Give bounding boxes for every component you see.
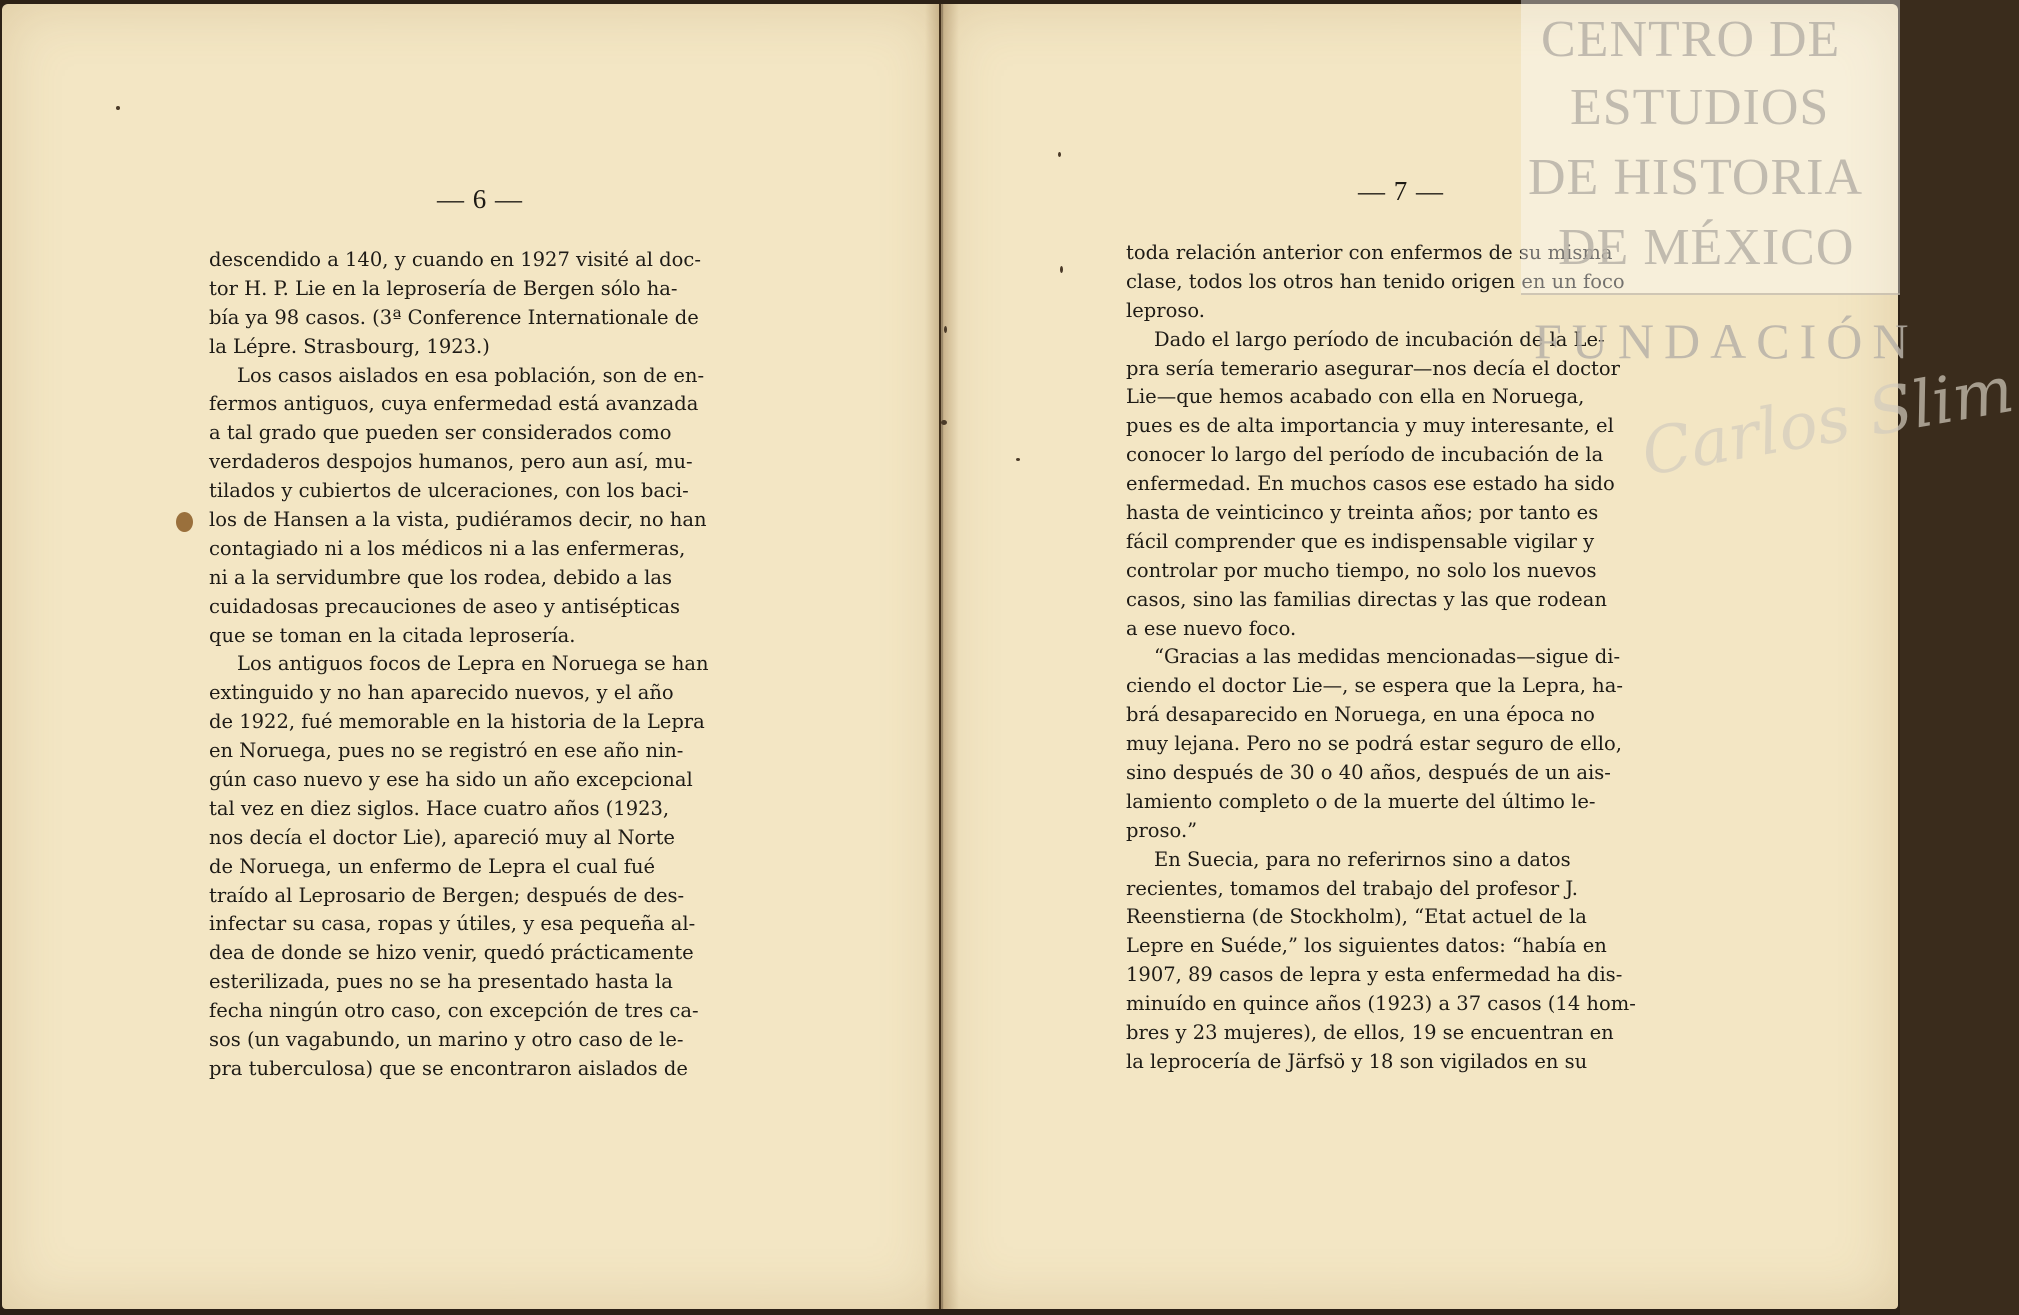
text-line: conocer lo largo del período de incubación de la <box>1126 443 1604 467</box>
text-line: fecha ningún otro caso, con excepción de tres ca- <box>209 999 699 1023</box>
text-line: pra sería temerario asegurar—nos decía el doctor <box>1126 356 1620 380</box>
text-line: Reenstierna (de Stockholm), “Etat actuel de la <box>1126 905 1587 929</box>
text-line: a tal grado que pueden ser considerados como <box>209 421 672 445</box>
text-line: sino después de 30 o 40 años, después de un ais- <box>1126 761 1611 785</box>
text-line: ciendo el doctor Lie—, se espera que la Lepra, ha- <box>1126 674 1623 698</box>
text-line: brá desaparecido en Noruega, en una época no <box>1126 703 1595 727</box>
text-line: proso.” <box>1126 818 1198 842</box>
text-line: la leprocería de Järfsö y 18 son vigilados en su <box>1126 1049 1588 1073</box>
text-line: dea de donde se hizo venir, quedó prácticamente <box>209 941 694 965</box>
page-number-right: — 7 — <box>1358 176 1444 206</box>
paper-speck <box>1016 458 1020 461</box>
text-line: tor H. P. Lie en la leprosería de Bergen sólo ha- <box>209 276 678 300</box>
text-line: verdaderos despojos humanos, pero aun así, mu- <box>209 450 693 474</box>
text-line: tal vez en diez siglos. Hace cuatro años (1923, <box>209 796 670 820</box>
text-line: En Suecia, para no referirnos sino a datos <box>1154 847 1571 871</box>
ink-stain <box>176 512 193 532</box>
text-line: traído al Leprosario de Bergen; después de des- <box>209 883 685 907</box>
text-line: clase, todos los otros han tenido origen en un foco <box>1126 269 1625 293</box>
text-line: contagiado ni a los médicos ni a las enfermeras, <box>209 536 686 560</box>
watermark-line: FUNDACIÓN <box>1534 313 1919 369</box>
text-line: pra tuberculosa) que se encontraron aislados de <box>209 1056 688 1080</box>
text-line: muy lejana. Pero no se podrá estar seguro de ello, <box>1126 732 1622 756</box>
text-line: a ese nuevo foco. <box>1126 616 1297 640</box>
text-line: “Gracias a las medidas mencionadas—sigue di- <box>1154 645 1621 669</box>
book-gutter <box>925 4 959 1309</box>
text-line: esterilizada, pues no se ha presentado hasta la <box>209 970 673 994</box>
text-line: Dado el largo período de incubación de la Le- <box>1154 327 1605 351</box>
paper-speck <box>1058 152 1061 157</box>
text-line: leproso. <box>1126 298 1205 322</box>
watermark-line: DE HISTORIA <box>1528 149 1864 206</box>
text-line: controlar por mucho tiempo, no solo los nuevos <box>1126 558 1597 582</box>
text-line: toda relación anterior con enfermos de su misma <box>1126 241 1613 264</box>
text-line: gún caso nuevo y ese ha sido un año excepcional <box>209 768 693 792</box>
text-line: sos (un vagabundo, un marino y otro caso de le- <box>209 1028 684 1052</box>
text-line: hasta de veinticinco y treinta años; por tanto es <box>1126 501 1599 525</box>
text-line: la Lépre. Strasbourg, 1923.) <box>209 334 490 358</box>
text-line: tilados y cubiertos de ulceraciones, con los baci- <box>209 479 689 503</box>
text-line: extinguido y no han aparecido nuevos, y el año <box>209 681 674 705</box>
left-page-text <box>209 246 766 1084</box>
text-line: pues es de alta importancia y muy interesante, el <box>1126 414 1614 438</box>
text-line: enfermedad. En muchos casos ese estado ha sido <box>1126 472 1615 496</box>
text-line: bía ya 98 casos. (3ª Conference Internationale de <box>209 305 699 329</box>
text-line: lamiento completo o de la muerte del último le- <box>1126 789 1596 813</box>
page-number-left: — 6 — <box>437 184 523 214</box>
text-line: fácil comprender que es indispensable vigilar y <box>1126 529 1595 553</box>
paper-speck <box>941 420 947 425</box>
text-line: casos, sino las familias directas y las que rodean <box>1126 587 1607 611</box>
watermark-line: DE MÉXICO <box>1558 219 1855 276</box>
text-line: de Noruega, un enfermo de Lepra el cual fué <box>209 854 656 878</box>
text-line: bres y 23 mujeres), de ellos, 19 se encuentran en <box>1126 1021 1614 1045</box>
text-line: 1907, 89 casos de lepra y esta enfermedad ha dis- <box>1126 963 1623 987</box>
text-line: Los casos aislados en esa población, son de en- <box>237 363 705 387</box>
text-line: descendido a 140, y cuando en 1927 visité al doc- <box>209 248 701 271</box>
text-line: nos decía el doctor Lie), apareció muy al Norte <box>209 825 675 849</box>
paper-speck <box>1060 266 1063 273</box>
text-line: Lie—que hemos acabado con ella en Noruega, <box>1126 385 1585 409</box>
watermark-divider <box>1521 293 1900 295</box>
text-line: Los antiguos focos de Lepra en Noruega se han <box>237 652 709 676</box>
watermark-line: CENTRO DE <box>1541 11 1841 68</box>
text-line: los de Hansen a la vista, pudiéramos decir, no han <box>209 508 707 532</box>
text-line: ni a la servidumbre que los rodea, debido a las <box>209 565 673 589</box>
text-line: Lepre en Suéde,” los siguientes datos: “había en <box>1126 934 1607 958</box>
text-line: recientes, tomamos del trabajo del profesor J. <box>1126 876 1578 900</box>
text-line: infectar su casa, ropas y útiles, y esa pequeña al- <box>209 912 696 936</box>
text-line: fermos antiguos, cuya enfermedad está avanzada <box>209 392 699 416</box>
watermark-signature: Carlos Slim <box>1636 352 2019 492</box>
text-line: cuidadosas precauciones de aseo y antisépticas <box>209 594 680 618</box>
watermark-line: ESTUDIOS <box>1570 79 1830 136</box>
text-line: minuído en quince años (1923) a 37 casos (14 hom- <box>1126 992 1636 1016</box>
paper-speck <box>944 326 947 333</box>
text-line: en Noruega, pues no se registró en ese año nin- <box>209 739 684 763</box>
text-line: de 1922, fué memorable en la historia de la Lepra <box>209 710 705 734</box>
text-line: que se toman en la citada leprosería. <box>209 623 576 647</box>
paper-speck <box>116 106 120 110</box>
